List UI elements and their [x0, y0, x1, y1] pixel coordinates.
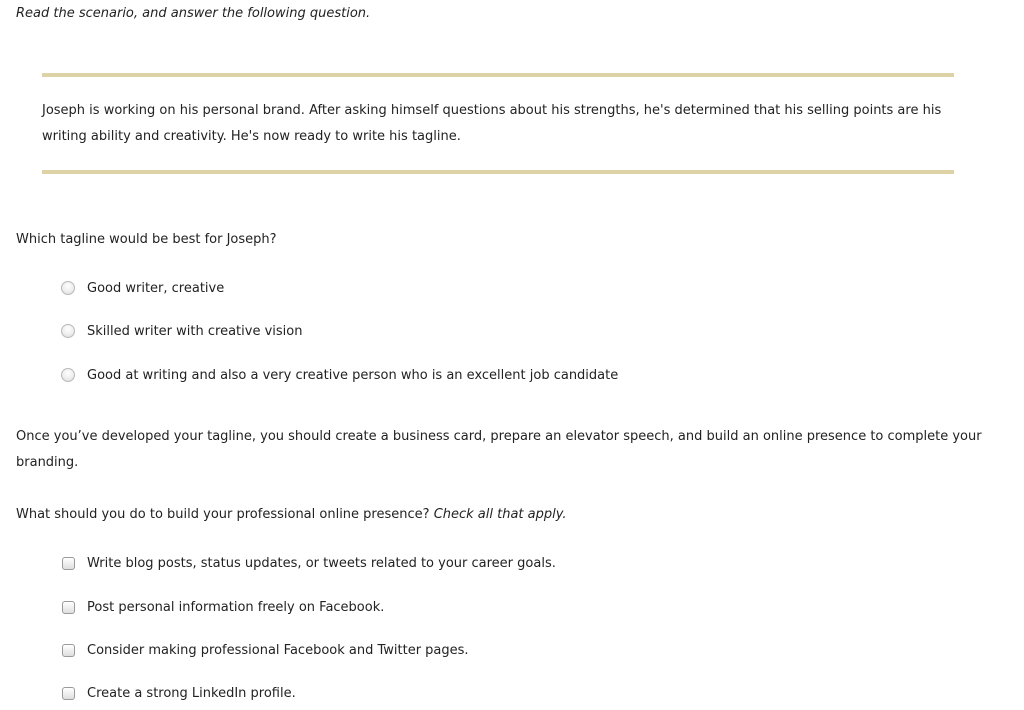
presence-option-4[interactable]	[60, 682, 296, 704]
branding-paragraph: Once you’ve developed your tagline, you should create a business card, prepare an elevator speech, and build an online presence to complete your branding.	[16, 429, 982, 470]
tagline-option-1[interactable]	[60, 277, 224, 299]
scenario-bottom-divider	[42, 170, 954, 174]
option-label: Skilled writer with creative vision	[87, 323, 303, 339]
checkbox[interactable]	[62, 644, 75, 657]
presence-option-2[interactable]	[60, 596, 384, 618]
radio-button[interactable]	[61, 281, 75, 295]
checkbox[interactable]	[62, 687, 75, 700]
question-1-prompt: Which tagline would be best for Joseph?	[16, 232, 277, 247]
radio-button[interactable]	[61, 368, 75, 382]
radio-button[interactable]	[61, 324, 75, 338]
scenario-text: Joseph is working on his personal brand. After asking himself questions about his strengths, he's determined that his selling points are his writing ability and creativity. He's now ready to write his tagline.	[42, 103, 942, 144]
checkbox[interactable]	[62, 601, 75, 614]
presence-option-3[interactable]	[60, 639, 469, 661]
question-2-prompt	[16, 507, 567, 522]
option-label: Write blog posts, status updates, or tweets related to your career goals.	[87, 555, 556, 571]
option-label: Post personal information freely on Facebook.	[87, 599, 385, 615]
scenario-top-divider	[42, 73, 954, 77]
option-label: Consider making professional Facebook and Twitter pages.	[87, 642, 469, 658]
option-label: Good at writing and also a very creative person who is an excellent job candidate	[87, 367, 619, 383]
checkbox[interactable]	[62, 557, 75, 570]
presence-option-1[interactable]	[60, 552, 556, 574]
option-label: Create a strong LinkedIn profile.	[87, 685, 296, 701]
question-2-hint: Check all that apply.	[433, 507, 567, 522]
question-2-text: What should you do to build your professional online presence?	[16, 507, 430, 522]
instruction-text: Read the scenario, and answer the following question.	[16, 6, 371, 21]
tagline-option-3[interactable]	[60, 364, 618, 386]
tagline-option-2[interactable]	[60, 320, 302, 342]
option-label: Good writer, creative	[87, 280, 225, 296]
